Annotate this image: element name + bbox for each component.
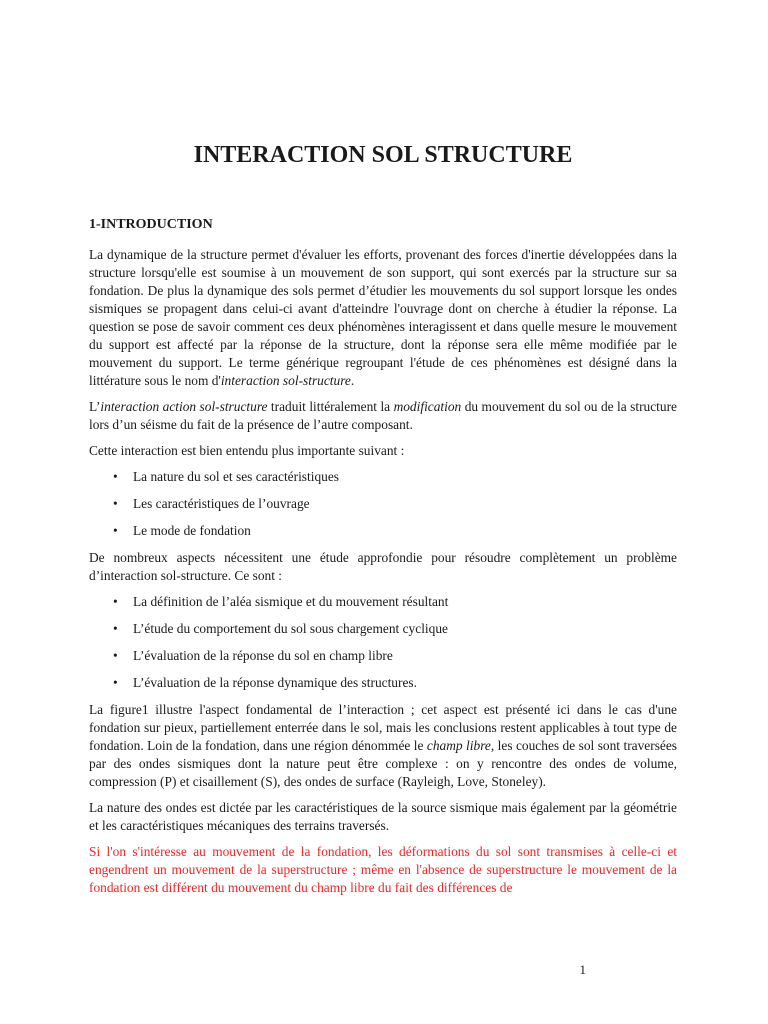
paragraph-7-highlighted: Si l'on s'intéresse au mouvement de la fondation, les déformations du sol sont transmises à celle-ci et engendrent un mouvement de la superstructure ; même en l'absence de superstructure le mouvement de la fondation est différent du mouvement du champ libre du fait des différences de <box>89 844 677 895</box>
list-item: • L’évaluation de la réponse dynamique des structures. <box>89 674 677 692</box>
paragraph-5-tail: , les couches de sol sont traversées par des ondes sismiques dont la nature peut être complexe : on y rencontre des ondes de volume, compression (P) et cisaillement (S), des ondes de surface (Rayleigh, Love, Stoneley). <box>89 738 678 789</box>
bullet-list-aspects <box>89 593 677 692</box>
section-heading: 1-INTRODUCTION <box>89 217 213 232</box>
list-item: • Le mode de fondation <box>89 522 677 540</box>
paragraph-2-italic-term: interaction action sol-structure <box>100 399 268 414</box>
list-item: • L’étude du comportement du sol sous chargement cyclique <box>89 620 677 638</box>
paragraph-6: La nature des ondes est dictée par les caractéristiques de la source sismique mais également par la géométrie et les caractéristiques mécaniques des terrains traversés. <box>89 800 677 833</box>
paragraph-2-text: traduit littéralement la <box>267 399 394 414</box>
paragraph-5-text: La figure1 illustre l'aspect fondamental de l’interaction ; cet aspect est présenté ici dans le cas d'une fondation sur pieux, partiellement enterrée dans le sol, mais les conclusions restent applicables à tout type de fondation. Loin de la fondation, dans une région dénommée le <box>89 702 677 753</box>
document-page <box>89 0 677 1024</box>
document-body <box>89 246 677 905</box>
paragraph-2 <box>89 398 677 434</box>
paragraph-1-end: . <box>350 373 355 388</box>
list-item: • La définition de l’aléa sismique et du mouvement résultant <box>89 593 677 611</box>
paragraph-3: Cette interaction est bien entendu plus importante suivant : <box>89 443 405 458</box>
document-title: INTERACTION SOL STRUCTURE <box>193 142 573 168</box>
paragraph-1-italic: interaction sol-structure <box>220 373 351 388</box>
paragraph-4: De nombreux aspects nécessitent une étude approfondie pour résoudre complètement un problème d’interaction sol-structure. Ce sont : <box>89 550 677 583</box>
paragraph-5-italic: champ libre <box>426 738 491 753</box>
paragraph-2-italic-modification: modification <box>393 399 462 414</box>
paragraph-1-text: La dynamique de la structure permet d'évaluer les efforts, provenant des forces d'inertie développées dans la structure lorsqu'elle est soumise à un mouvement de son support, qui sont exercés par la structure sur sa fondation. De plus la dynamique des sols permet d’étudier les mouvements du sol support lorsque les ondes sismiques se propagent dans celui-ci avant d'atteindre l'ouvrage dont on cherche à étudier la réponse. La question se pose de savoir comment ces deux phénomènes interagissent et dans quelle mesure le mouvement du support est affecté par la réponse de la structure, dont la réponse sera elle même modifiée par le mouvement du support. Le terme générique regroupant l'étude de ces phénomènes est désigné dans la littérature sous le nom d' <box>89 247 677 388</box>
list-item: • L’évaluation de la réponse du sol en champ libre <box>89 647 677 665</box>
list-item: • La nature du sol et ses caractéristiques <box>89 468 677 486</box>
paragraph-2-tail: du mouvement du sol ou de la structure lors d’un séisme du fait de la présence de l’autre composant. <box>89 399 677 432</box>
paragraph-2-lead: L’ <box>89 399 101 414</box>
page-number: 1 <box>579 962 586 977</box>
bullet-list-factors <box>89 468 677 540</box>
paragraph-5 <box>89 701 677 791</box>
paragraph-1 <box>89 246 677 390</box>
list-item: • Les caractéristiques de l’ouvrage <box>89 495 677 513</box>
